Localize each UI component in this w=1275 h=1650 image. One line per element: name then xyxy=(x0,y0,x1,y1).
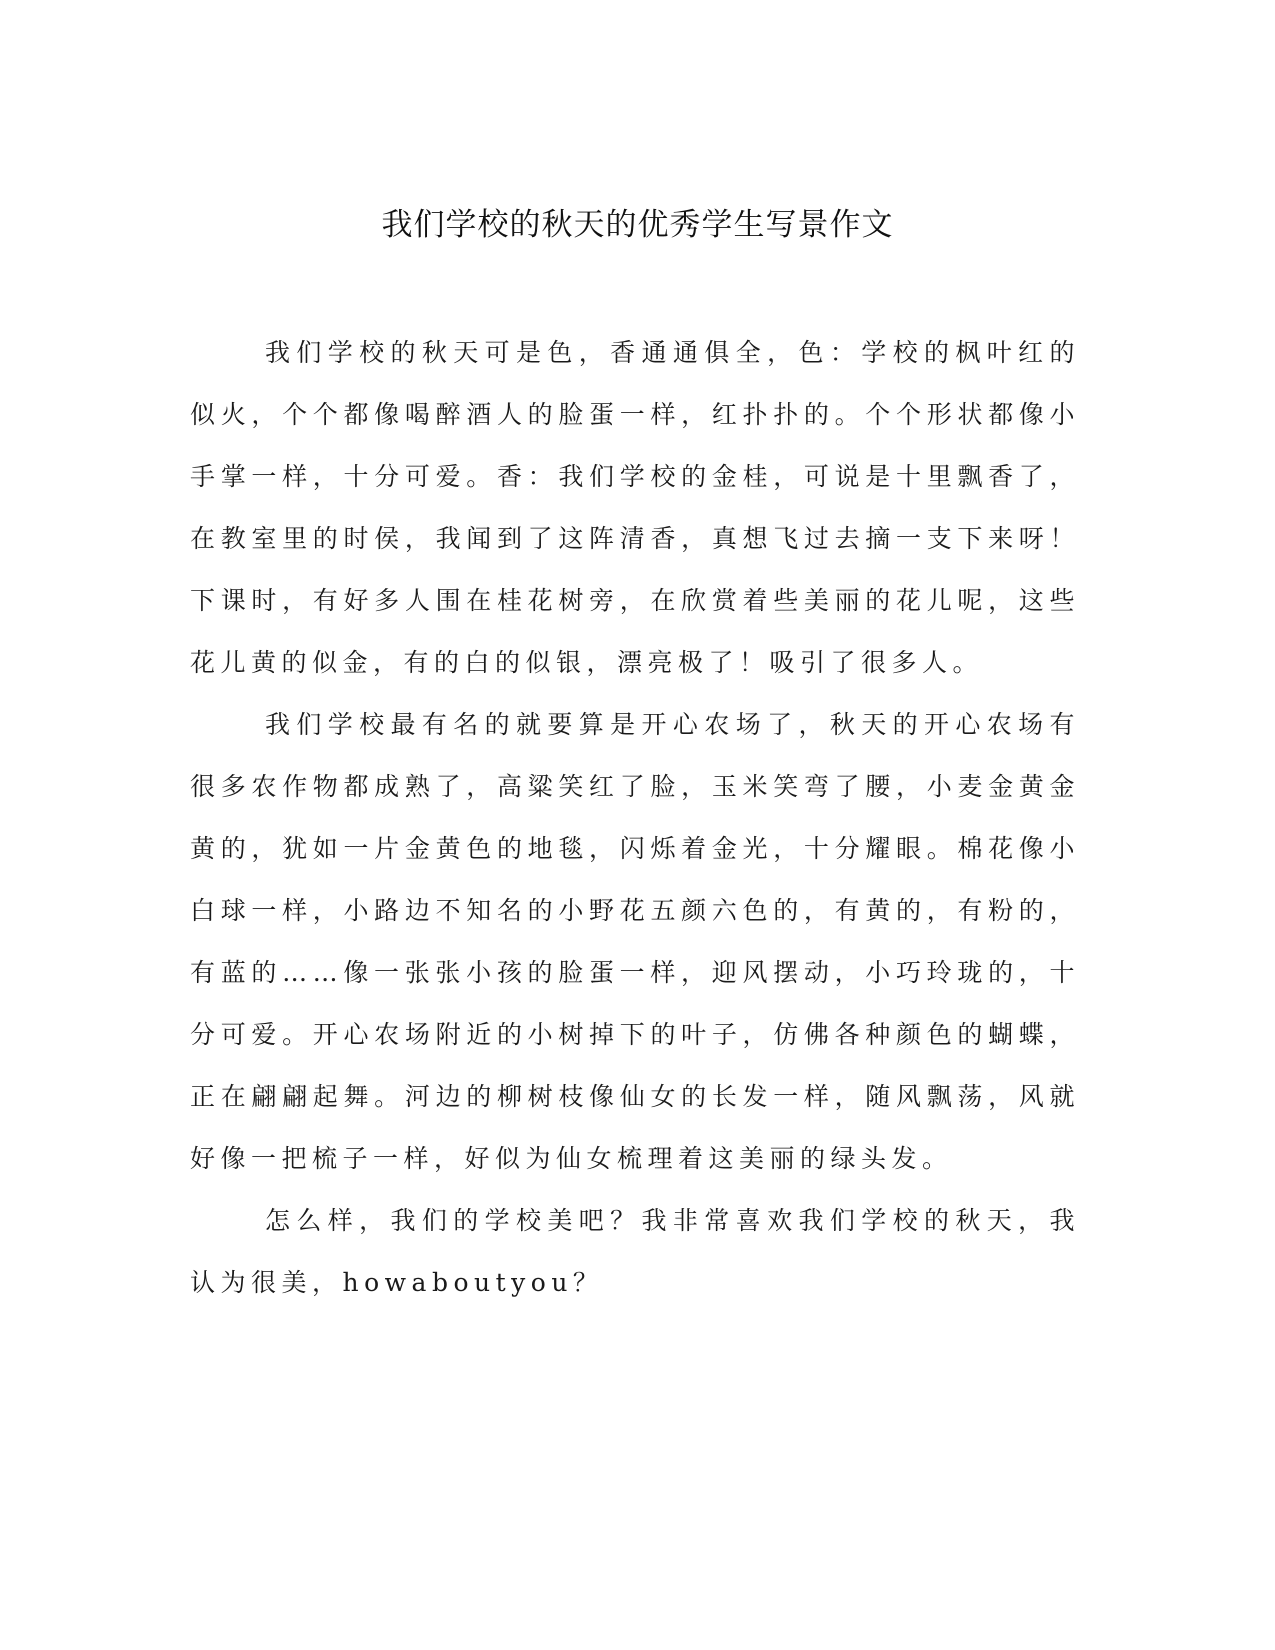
paragraph-3: 怎么样，我们的学校美吧？我非常喜欢我们学校的秋天，我认为很美，howaboutyou？ xyxy=(190,1206,1080,1297)
paragraph-2: 我们学校最有名的就要算是开心农场了，秋天的开心农场有很多农作物都成熟了，高粱笑红了脸，玉米笑弯了腰，小麦金黄金黄的，犹如一片金黄色的地毯，闪烁着金光，十分耀眼。棉花像小白球一样，小路边不知名的小野花五颜六色的，有黄的，有粉的，有蓝的……像一张张小孩的脸蛋一样，迎风摆动，小巧玲珑的，十分可爱。开心农场附近的小树掉下的叶子，仿佛各种颜色的蝴蝶，正在翩翩起舞。河边的柳树枝像仙女的长发一样，随风飘荡，风就好像一把梳子一样，好似为仙女梳理着这美丽的绿头发。 xyxy=(190,710,1080,1173)
paragraph-1: 我们学校的秋天可是色，香通通俱全，色：学校的枫叶红的似火，个个都像喝醉酒人的脸蛋一样，红扑扑的。个个形状都像小手掌一样，十分可爱。香：我们学校的金桂，可说是十里飘香了，在教室里的时侯，我闻到了这阵清香，真想飞过去摘一支下来呀！下课时，有好多人围在桂花树旁，在欣赏着些美丽的花儿呢，这些花儿黄的似金，有的白的似银，漂亮极了！吸引了很多人。 xyxy=(190,338,1080,677)
document-body xyxy=(190,322,1080,1314)
document-title: 我们学校的秋天的优秀学生写景作文 xyxy=(381,207,894,243)
